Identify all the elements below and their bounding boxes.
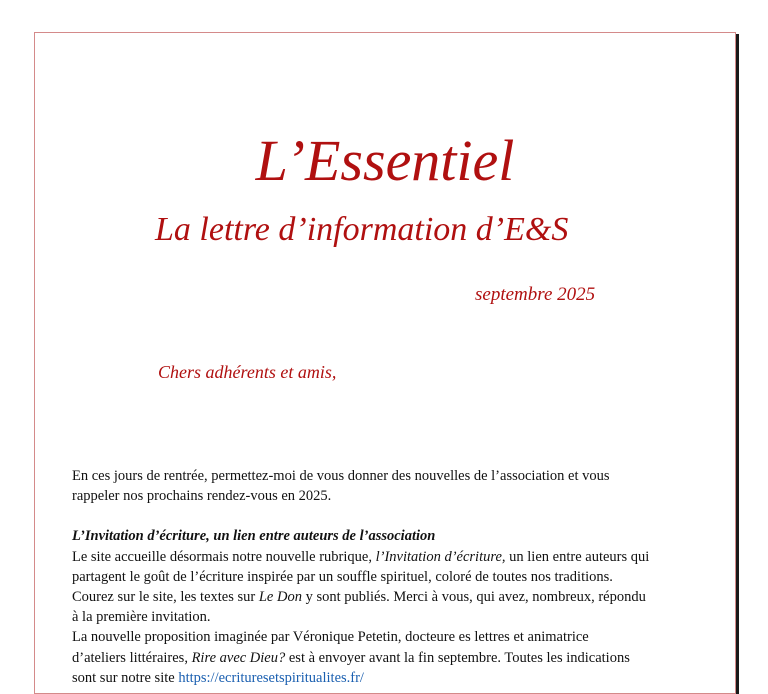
text-run: Le site accueille désormais notre nouvelle rubrique, bbox=[72, 548, 376, 565]
paragraph-line: La nouvelle proposition imaginée par Véronique Petetin, docteure es lettres et animatrice bbox=[72, 629, 589, 646]
paragraph-line bbox=[72, 648, 712, 668]
text-run: un lien entre auteurs qui bbox=[505, 548, 650, 565]
paragraph-line bbox=[72, 547, 712, 567]
paragraph-line bbox=[72, 587, 712, 607]
italic-run: Rire avec Dieu? bbox=[191, 649, 286, 666]
text-run: y sont publiés. Merci à vous, qui avez, nombreux, répondu bbox=[301, 589, 646, 606]
newsletter-title: L’Essentiel bbox=[255, 128, 515, 193]
issue-date: septembre 2025 bbox=[475, 284, 596, 305]
text-run: d’ateliers littéraires, bbox=[72, 649, 192, 666]
paragraph-line bbox=[72, 668, 712, 688]
paragraph-line: partagent le goût de l’écriture inspirée par un souffle spirituel, coloré de toutes nos traditions. bbox=[72, 568, 613, 585]
text-run: sont sur notre site bbox=[72, 669, 179, 686]
newsletter-subtitle: La lettre d’information d’E&S bbox=[155, 211, 569, 248]
section-heading: L’Invitation d’écriture, un lien entre auteurs de l’association bbox=[72, 528, 436, 545]
greeting: Chers adhérents et amis, bbox=[158, 362, 337, 382]
text-run: est à envoyer avant la fin septembre. Toutes les indications bbox=[285, 649, 630, 666]
italic-run: l’Invitation d’écriture, bbox=[375, 548, 506, 565]
intro-line: En ces jours de rentrée, permettez-moi de vous donner des nouvelles de l’association et vous bbox=[72, 468, 610, 484]
body-text bbox=[72, 466, 712, 688]
paragraph-line: à la première invitation. bbox=[72, 609, 211, 626]
intro-line: rappeler nos prochains rendez-vous en 2025. bbox=[72, 488, 332, 505]
site-link[interactable]: https://ecrituresetspiritualites.fr/ bbox=[178, 669, 364, 686]
text-run: Courez sur le site, les textes sur bbox=[72, 589, 259, 606]
italic-run: Le Don bbox=[258, 589, 302, 606]
document-page bbox=[34, 32, 736, 694]
